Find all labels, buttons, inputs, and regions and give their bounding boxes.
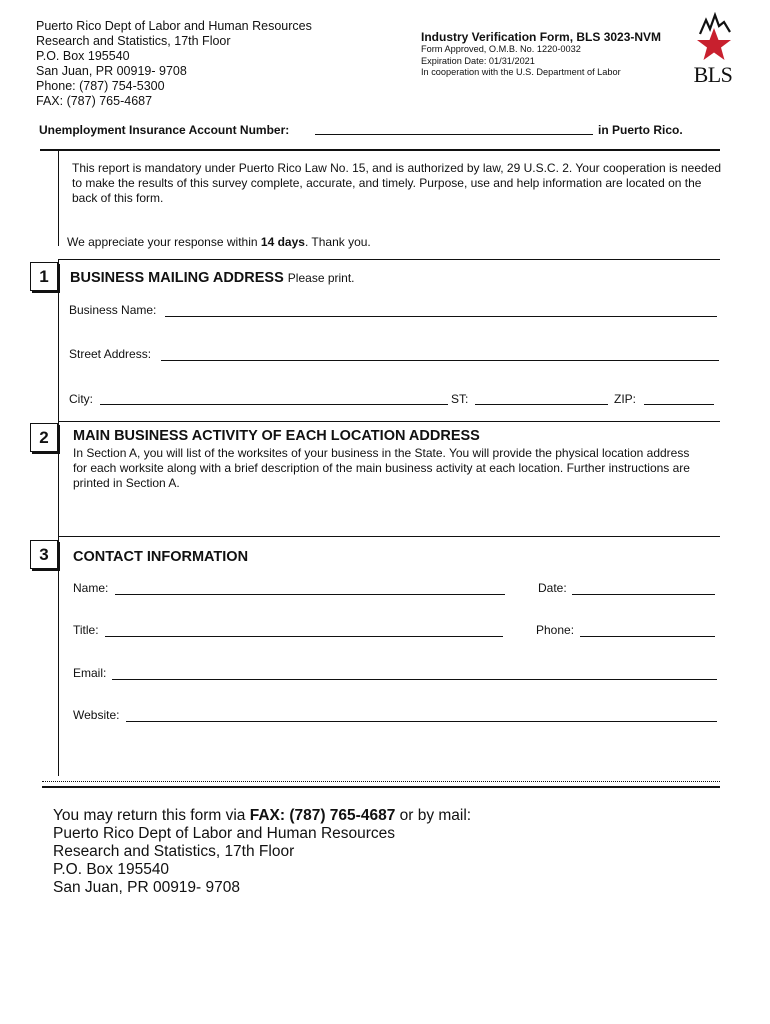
city-label: City:	[69, 392, 93, 406]
address-line: Puerto Rico Dept of Labor and Human Resources	[36, 19, 312, 33]
agency-address	[36, 19, 312, 109]
return-pre: You may return this form via	[53, 807, 250, 824]
ui-account-suffix: in Puerto Rico.	[598, 123, 683, 137]
section3-left-border	[58, 536, 59, 776]
address-line: Phone: (787) 754-5300	[36, 79, 165, 93]
section3-top-border	[58, 536, 720, 537]
section1-title	[70, 270, 355, 286]
expiration-date: Expiration Date: 01/31/2021	[421, 55, 535, 66]
appreciation-text	[67, 235, 371, 249]
contact-name-field[interactable]	[115, 594, 505, 595]
ui-account-field[interactable]	[315, 134, 593, 135]
star-icon	[697, 28, 731, 60]
return-address-line: P.O. Box 195540	[53, 861, 170, 878]
contact-title-label: Title:	[73, 623, 99, 637]
city-field[interactable]	[100, 404, 448, 405]
street-address-field[interactable]	[161, 360, 719, 361]
section2-text: In Section A, you will list of the worksites of your business in the State. You will provide the physical location address for each worksite along with a brief description of the main business activity at each location. Further instructions are printed in Section A.	[73, 446, 690, 490]
address-line: P.O. Box 195540	[36, 49, 130, 63]
website-field[interactable]	[126, 721, 717, 722]
date-label: Date:	[538, 581, 567, 595]
form-header	[421, 30, 661, 79]
return-instructions	[53, 807, 471, 897]
section2-left-border	[58, 421, 59, 536]
intro-text: This report is mandatory under Puerto Rico Law No. 15, and is authorized by law, 29 U.S.C. 2. Your cooperation is needed to make the results of this survey complete, accurate, and timely. Purpose, use and help information are located on the back of this form.	[72, 161, 722, 205]
header-divider	[40, 149, 720, 151]
appreciation-post: . Thank you.	[304, 235, 371, 249]
return-address-line: Puerto Rico Dept of Labor and Human Resources	[53, 825, 396, 842]
section1-title-text: BUSINESS MAILING ADDRESS	[70, 270, 284, 286]
section1-number: 1	[30, 262, 58, 291]
section3-title: CONTACT INFORMATION	[73, 549, 249, 565]
section2-title: MAIN BUSINESS ACTIVITY OF EACH LOCATION ADDRESS	[73, 428, 480, 444]
form-title: Industry Verification Form, BLS 3023-NVM	[421, 30, 662, 44]
section3-number: 3	[30, 540, 58, 569]
business-name-field[interactable]	[165, 316, 717, 317]
intro-left-border	[58, 150, 59, 246]
contact-name-label: Name:	[73, 581, 109, 595]
zip-label: ZIP:	[614, 392, 637, 406]
address-line: San Juan, PR 00919- 9708	[36, 64, 187, 78]
section1-top-border	[58, 259, 720, 260]
section1-left-border	[58, 259, 59, 421]
phone-label: Phone:	[536, 623, 575, 637]
street-address-label: Street Address:	[69, 347, 152, 361]
omb-number: Form Approved, O.M.B. No. 1220-0032	[421, 44, 581, 54]
footer-divider	[42, 781, 720, 788]
business-name-label: Business Name:	[69, 303, 157, 317]
state-field[interactable]	[475, 404, 608, 405]
return-fax: FAX: (787) 765-4687	[249, 807, 396, 824]
section2-top-border	[58, 421, 720, 422]
logo-text: BLS	[693, 62, 733, 87]
return-address-line: Research and Statistics, 17th Floor	[53, 843, 295, 860]
appreciation-days: 14 days	[260, 235, 305, 249]
section1-subtitle: Please print.	[287, 271, 355, 285]
email-field[interactable]	[112, 679, 717, 680]
star-chart-icon	[684, 12, 742, 64]
state-label: ST:	[451, 392, 469, 406]
phone-field[interactable]	[580, 636, 715, 637]
bls-logo	[684, 12, 742, 86]
email-label: Email:	[73, 666, 107, 680]
appreciation-pre: We appreciate your response within	[67, 235, 261, 249]
contact-title-field[interactable]	[105, 636, 503, 637]
section2-number: 2	[30, 423, 58, 452]
address-line: Research and Statistics, 17th Floor	[36, 34, 231, 48]
return-post: or by mail:	[395, 807, 472, 824]
address-line: FAX: (787) 765-4687	[36, 94, 153, 108]
zip-field[interactable]	[644, 404, 714, 405]
website-label: Website:	[73, 708, 120, 722]
ui-account-label: Unemployment Insurance Account Number:	[39, 123, 290, 137]
cooperation-note: In cooperation with the U.S. Department of Labor	[421, 67, 621, 77]
return-fax-line	[53, 807, 471, 825]
return-address-line: San Juan, PR 00919- 9708	[53, 879, 240, 896]
date-field[interactable]	[572, 594, 715, 595]
